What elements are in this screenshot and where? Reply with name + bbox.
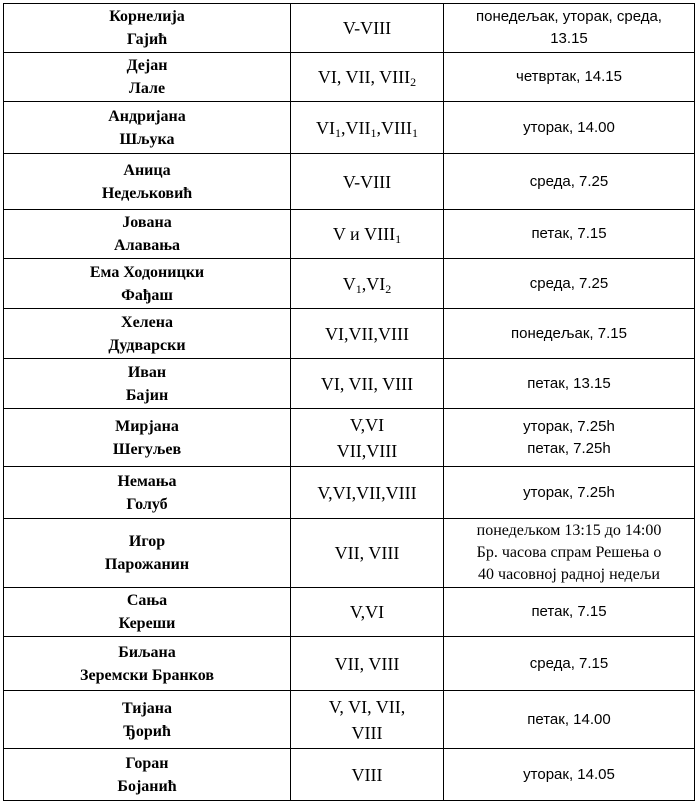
teacher-first-name: Аница xyxy=(123,161,171,179)
grades-line: V-VIII xyxy=(342,18,392,38)
grades-cell xyxy=(291,691,444,749)
table-row xyxy=(4,637,695,691)
teacher-first-name: Иван xyxy=(127,363,167,381)
grades-line: V,VI xyxy=(349,602,385,622)
consultation-time-cell xyxy=(444,467,695,519)
consultation-time-line: Бр. часова спрам Решења о xyxy=(476,544,662,561)
grades-line: VIII xyxy=(351,722,383,743)
teacher-name-cell xyxy=(4,53,291,102)
grades-line: VII, VIII xyxy=(334,543,400,563)
grades-cell xyxy=(291,259,444,309)
teacher-last-name: Шегуљев xyxy=(112,440,182,458)
consultation-time-line: 13.15 xyxy=(550,30,588,47)
teacher-last-name: Голуб xyxy=(126,495,168,513)
consultation-time-cell xyxy=(444,409,695,467)
teacher-first-name: Сања xyxy=(126,592,168,609)
consultation-time-line: среда, 7.15 xyxy=(529,654,609,672)
table-row xyxy=(4,588,695,637)
teacher-name-cell xyxy=(4,309,291,359)
consultation-time-cell xyxy=(444,691,695,749)
grades-cell xyxy=(291,409,444,467)
consultation-time-line: уторак, 7.25h xyxy=(523,417,615,435)
teacher-name-cell xyxy=(4,637,291,691)
table-row xyxy=(4,259,695,309)
grades-cell xyxy=(291,309,444,359)
grades-cell xyxy=(291,53,444,102)
teacher-last-name: Недељковић xyxy=(101,184,193,202)
table-row xyxy=(4,210,695,259)
teacher-name-cell xyxy=(4,588,291,637)
table-row xyxy=(4,102,695,154)
teacher-name-cell xyxy=(4,749,291,801)
consultation-time-line: понедељком 13:15 до 14:00 xyxy=(476,522,662,539)
grades-line: V,VI,VII,VIII xyxy=(317,482,417,503)
teacher-first-name: Корнелија xyxy=(109,8,185,25)
consultation-time-cell xyxy=(444,154,695,210)
grades-line: V,VI xyxy=(349,414,385,435)
teacher-name-cell xyxy=(4,467,291,519)
table-row xyxy=(4,749,695,801)
grades-cell xyxy=(291,359,444,409)
table-row xyxy=(4,467,695,519)
table-row xyxy=(4,154,695,210)
teacher-name-cell xyxy=(4,691,291,749)
teacher-first-name: Дејан xyxy=(126,57,168,74)
teacher-first-name: Горан xyxy=(125,754,169,772)
consultation-time-cell xyxy=(444,210,695,259)
teacher-last-name: Бајин xyxy=(125,386,169,404)
consultation-time-cell xyxy=(444,259,695,309)
grades-line: $V_1,VI_2$ xyxy=(342,273,392,296)
grades-line: V, VI, VII, xyxy=(328,696,406,717)
teacher-last-name: Бојанић xyxy=(117,777,177,795)
consultation-time-line: среда, 7.25 xyxy=(529,274,609,292)
grades-line: $VI_1,VII_1,VIII_1$ xyxy=(316,117,418,140)
consultation-time-line: среда, 7.25 xyxy=(529,172,609,190)
consultation-schedule-table xyxy=(3,3,695,801)
teacher-first-name: Јована xyxy=(122,214,172,231)
teacher-first-name: Биљана xyxy=(118,643,176,661)
consultation-time-cell xyxy=(444,749,695,801)
grades-line: V-VIII xyxy=(342,171,392,192)
grades-line: VI, VII, $VIII_2$ xyxy=(317,67,417,89)
grades-cell xyxy=(291,4,444,53)
teacher-first-name: Тијана xyxy=(121,699,173,717)
grades-line: VIII xyxy=(351,764,383,785)
teacher-first-name: Немања xyxy=(117,472,177,490)
teacher-first-name: Игор xyxy=(128,533,166,550)
grades-cell xyxy=(291,102,444,154)
consultation-time-line: петак, 7.25h xyxy=(527,439,611,457)
grades-line: VII, VIII xyxy=(334,653,400,674)
consultation-time-cell xyxy=(444,588,695,637)
consultation-time-line: 40 часовној радној недељи xyxy=(478,566,660,583)
grades-line: VII,VIII xyxy=(336,440,398,461)
teacher-last-name: Зеремски Бранков xyxy=(80,666,214,684)
consultation-time-cell xyxy=(444,53,695,102)
teacher-first-name: Андријана xyxy=(108,107,186,125)
grades-cell xyxy=(291,519,444,588)
consultation-time-line: четвртак, 14.15 xyxy=(516,68,622,85)
grades-cell xyxy=(291,154,444,210)
teacher-first-name: Хелена xyxy=(121,313,173,331)
teacher-first-name: Ема Ходоницки xyxy=(89,263,205,281)
table-row xyxy=(4,359,695,409)
table-row xyxy=(4,409,695,467)
grades-cell xyxy=(291,467,444,519)
teacher-last-name: Гаjић xyxy=(126,31,168,48)
teacher-name-cell xyxy=(4,259,291,309)
table-body xyxy=(4,4,695,801)
teacher-name-cell xyxy=(4,210,291,259)
consultation-time-cell xyxy=(444,519,695,588)
teacher-name-cell xyxy=(4,359,291,409)
teacher-last-name: Ђорић xyxy=(123,722,171,740)
table-row xyxy=(4,4,695,53)
teacher-name-cell xyxy=(4,409,291,467)
consultation-time-cell xyxy=(444,637,695,691)
teacher-last-name: Алавања xyxy=(114,237,180,254)
teacher-name-cell xyxy=(4,4,291,53)
table-row xyxy=(4,53,695,102)
table-row xyxy=(4,519,695,588)
teacher-first-name: Мирјана xyxy=(115,417,179,435)
consultation-time-cell xyxy=(444,102,695,154)
consultation-time-line: понедељак, 7.15 xyxy=(511,324,627,342)
teacher-name-cell xyxy=(4,154,291,210)
grades-line: V и $VIII_1$ xyxy=(332,224,402,246)
grades-cell xyxy=(291,749,444,801)
teacher-last-name: Лале xyxy=(128,80,166,97)
consultation-time-cell xyxy=(444,4,695,53)
teacher-name-cell xyxy=(4,102,291,154)
consultation-time-line: петак, 13.15 xyxy=(527,374,611,392)
teacher-name-cell xyxy=(4,519,291,588)
consultation-time-line: уторак, 7.25h xyxy=(523,483,615,501)
grades-line: VI,VII,VIII xyxy=(325,323,409,344)
grades-cell xyxy=(291,210,444,259)
consultation-time-line: петак, 7.15 xyxy=(531,225,607,242)
consultation-time-line: петак, 7.15 xyxy=(531,603,607,620)
consultation-time-line: понедељак, уторак, среда, xyxy=(476,8,662,25)
table-row xyxy=(4,691,695,749)
consultation-time-cell xyxy=(444,359,695,409)
teacher-last-name: Кереши xyxy=(118,615,176,632)
consultation-time-line: уторак, 14.00 xyxy=(523,118,615,136)
grades-cell xyxy=(291,588,444,637)
grades-line: VI, VII, VIII xyxy=(320,373,414,394)
teacher-last-name: Дудварски xyxy=(108,336,186,354)
grades-cell xyxy=(291,637,444,691)
teacher-last-name: Шљука xyxy=(119,130,175,148)
consultation-time-line: петак, 14.00 xyxy=(527,710,611,728)
teacher-last-name: Парожанин xyxy=(104,556,190,573)
consultation-time-cell xyxy=(444,309,695,359)
teacher-last-name: Фађаш xyxy=(121,286,173,304)
consultation-time-line: уторак, 14.05 xyxy=(523,765,615,783)
table-row xyxy=(4,309,695,359)
